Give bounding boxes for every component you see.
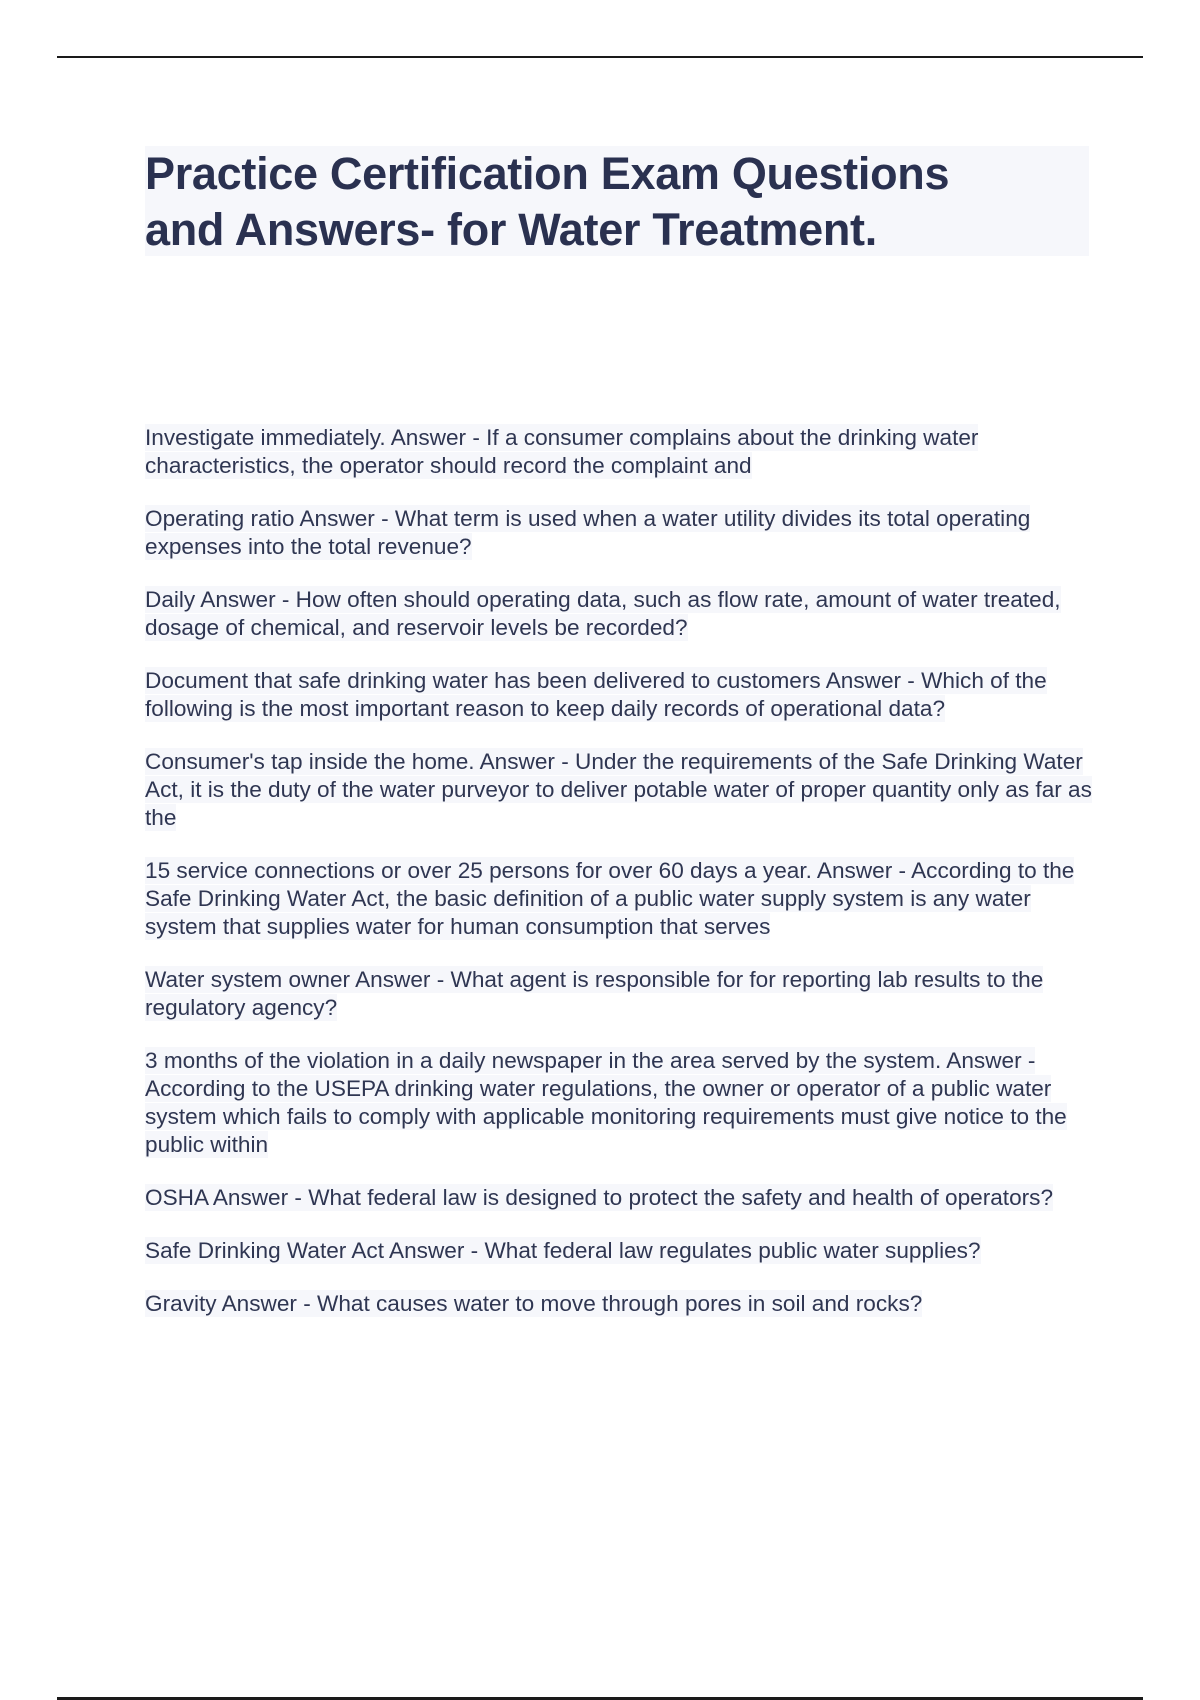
qa-item-text: 3 months of the violation in a daily newspaper in the area served by the system. Answer - According to the USEPA drinking water regulations, the owner or operator of a public water system which fails to comply with applicable monitoring requirements must give notice to the public within [145,1048,1067,1157]
qa-item [145,857,1095,941]
qa-item [145,1184,1095,1212]
title-block [145,146,1089,256]
qa-list [145,424,1095,1343]
qa-item-text: Daily Answer - How often should operating data, such as flow rate, amount of water treated, dosage of chemical, and reservoir levels be recorded? [145,587,1061,640]
qa-item-text: Consumer's tap inside the home. Answer - Under the requirements of the Safe Drinking Water Act, it is the duty of the water purveyor to deliver potable water of proper quantity only as far as the [145,749,1092,830]
qa-item [145,586,1095,642]
qa-item-text: Safe Drinking Water Act Answer - What federal law regulates public water supplies? [145,1238,981,1263]
qa-item [145,1290,1095,1318]
qa-item [145,505,1095,561]
qa-item-text: 15 service connections or over 25 persons for over 60 days a year. Answer - According to the Safe Drinking Water Act, the basic definition of a public water supply system is any water system that supplies water for human consumption that serves [145,858,1075,939]
qa-item [145,424,1095,480]
qa-item [145,667,1095,723]
title-line: and Answers- for Water Treatment. [145,204,877,255]
qa-item-text: Investigate immediately. Answer - If a consumer complains about the drinking water characteristics, the operator should record the complaint and [145,425,979,478]
qa-item-text: Water system owner Answer - What agent is responsible for for reporting lab results to the regulatory agency? [145,967,1044,1020]
qa-item-text: OSHA Answer - What federal law is designed to protect the safety and health of operators? [145,1185,1054,1210]
qa-item-text: Operating ratio Answer - What term is used when a water utility divides its total operating expenses into the total revenue? [145,506,1031,559]
qa-item-text: Gravity Answer - What causes water to move through pores in soil and rocks? [145,1291,923,1316]
qa-item-text: Document that safe drinking water has been delivered to customers Answer - Which of the following is the most important reason to keep daily records of operational data? [145,668,1047,721]
top-rule [57,56,1143,58]
qa-item [145,1047,1095,1159]
title-line: Practice Certification Exam Questions [145,148,950,199]
qa-item [145,748,1095,832]
qa-item [145,1237,1095,1265]
qa-item [145,966,1095,1022]
page-title [145,146,1089,258]
